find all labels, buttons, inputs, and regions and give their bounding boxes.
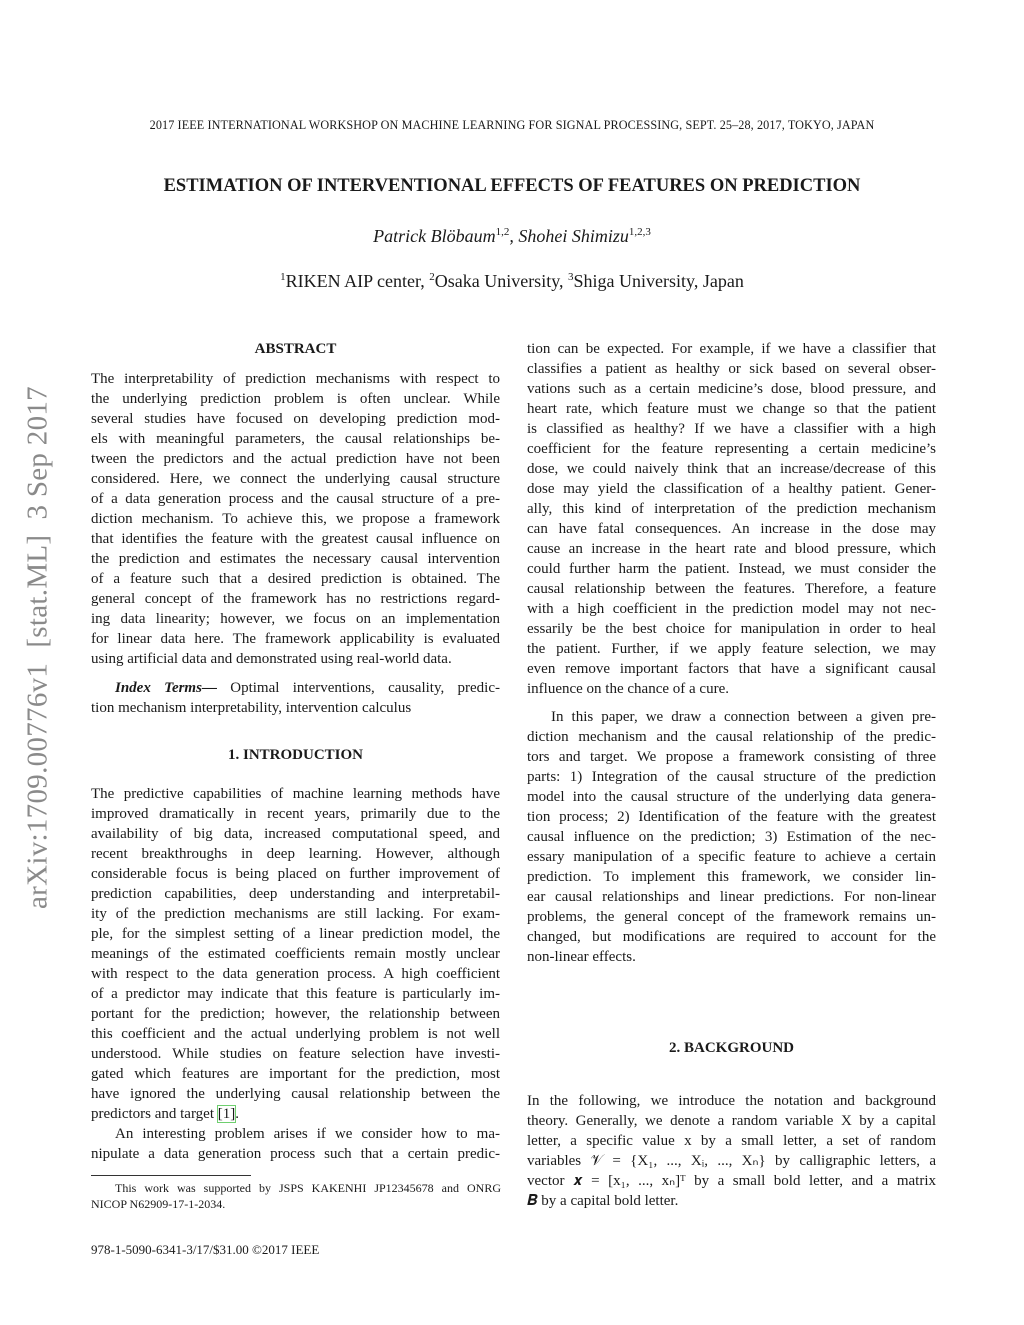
affiliation: Shiga University, Japan <box>573 271 744 291</box>
text-line: several studies have focused on developing prediction mod- <box>91 411 500 427</box>
text-line: have ignored the underlying causal relationship between the <box>91 1086 500 1102</box>
text-line-part: predictors and target <box>91 1106 218 1122</box>
text-line: In the following, we introduce the notation and background <box>527 1093 936 1109</box>
author-name: Shohei Shimizu <box>518 226 629 246</box>
text-line: the patient. Further, if we apply feature selection, we may <box>527 641 936 657</box>
introduction-paragraph-2 <box>91 1124 500 1164</box>
text-line: prediction. To implement this framework, we consider lin- <box>527 869 936 885</box>
text-line: considered. Here, we connect the underlying causal structure <box>91 471 500 487</box>
text-line: using artificial data and demonstrated using real-world data. <box>91 651 452 667</box>
footnote <box>91 1180 501 1212</box>
text-line: general concept of the framework has no restrictions regard- <box>91 591 500 607</box>
abstract-heading: ABSTRACT <box>254 341 337 357</box>
affiliation: Osaka University, <box>434 271 569 291</box>
text-line: with a high coefficient in the prediction model may not nec- <box>527 601 936 617</box>
text-line: even remove important factors that have a significant causal <box>527 661 936 677</box>
author-separator: , <box>509 226 519 246</box>
text-line: problems, the general concept of the framework remains un- <box>527 909 936 925</box>
author-name: Patrick Blöbaum <box>373 226 496 246</box>
author-affil-sup: 1,2,3 <box>628 226 651 238</box>
footnote-line: NICOP N62909-17-1-2034. <box>91 1197 226 1211</box>
text-line: influence on the chance of a cure. <box>527 681 729 697</box>
affil-sup: 2 <box>429 271 435 283</box>
text-line: causal relationship between the features. Therefore, a feature <box>527 581 936 597</box>
text-line: ear causal relationships and linear predictions. For non-linear <box>527 889 936 905</box>
right-paragraph-2 <box>527 707 936 967</box>
text-line: vector 𝒙 = [x₁, ..., xₙ]ᵀ by a small bold letter, and a matrix <box>527 1173 936 1189</box>
footnote-line: This work was supported by JSPS KAKENHI JP12345678 and ONRG <box>115 1181 501 1195</box>
text-line: of a feature such that a desired prediction is obtained. The <box>91 571 500 587</box>
copyright-footer: 978-1-5090-6341-3/17/$31.00 ©2017 IEEE <box>91 1242 320 1257</box>
text-line: dose may yield the classification of a healthy patient. Gener- <box>527 481 936 497</box>
index-terms-label: Index Terms— <box>115 680 217 696</box>
arxiv-stamp: arXiv:1709.00776v1 [stat.ML] 3 Sep 2017 <box>21 386 54 909</box>
text-line: of a predictor may indicate that this feature is particularly im- <box>91 986 500 1002</box>
text-line: can have fatal consequences. An increase in the dose may <box>527 521 936 537</box>
author-affil-sup: 1,2 <box>495 226 510 238</box>
text-line: ing data linearity; however, we focus on an implementation <box>91 611 500 627</box>
text-line: vations such as a certain medicine’s dose, blood pressure, and <box>527 381 936 397</box>
text-line: tion process; 2) Identification of the feature with the greatest <box>527 809 936 825</box>
author-list <box>0 226 1024 247</box>
abstract-text <box>91 369 500 669</box>
text-line: changed, but modifications are required to account for the <box>527 929 936 945</box>
text-line: diction mechanism. To achieve this, we propose a framework <box>91 511 500 527</box>
affiliations <box>0 271 1024 292</box>
text-line: ity of the prediction mechanisms are still lacking. For exam- <box>91 906 500 922</box>
text-line: essarily be the best choice for manipulation in order to heal <box>527 621 936 637</box>
text-line: In this paper, we draw a connection between a given pre- <box>551 709 936 725</box>
text-line: heart rate, which feature must we change so that the patient <box>527 401 936 417</box>
text-line: parts: 1) Integration of the causal structure of the prediction <box>527 769 936 785</box>
left-column <box>91 339 500 1164</box>
text-line: portant for the prediction; however, the relationship between <box>91 1006 500 1022</box>
citation-link[interactable]: [1] <box>217 1106 236 1122</box>
text-line: cause an increase in the heart rate and blood pressure, which <box>527 541 936 557</box>
text-line: diction mechanism and the causal relationship of the predic- <box>527 729 936 745</box>
text-line: coefficient for the feature representing a certain medicine’s <box>527 441 936 457</box>
affil-sup: 1 <box>280 271 286 283</box>
background-paragraph <box>527 1091 936 1211</box>
footnote-rule <box>91 1175 251 1176</box>
text-line: that identifies the feature with the greatest causal influence on <box>91 531 500 547</box>
text-line: classifies a patient as healthy or sick based on several obser- <box>527 361 936 377</box>
introduction-heading: 1. INTRODUCTION <box>227 747 363 763</box>
text-line: variables 𝒱 = {X₁, ..., Xᵢ, ..., Xₙ} by calligraphic letters, a <box>527 1153 936 1169</box>
text-line: recent breakthroughs in deep learning. However, although <box>91 846 500 862</box>
text-line <box>91 1104 500 1124</box>
text-line: prediction capabilities, deep understanding and interpretabil- <box>91 886 500 902</box>
affiliation: RIKEN AIP center, <box>285 271 430 291</box>
text-line: for linear data here. The framework applicability is evaluated <box>91 631 500 647</box>
text-line: non-linear effects. <box>527 949 636 965</box>
affil-sup: 3 <box>568 271 574 283</box>
text-line: letter, a specific value x by a small letter, a set of random <box>527 1133 936 1149</box>
text-line: tween the predictors and the actual prediction have not been <box>91 451 500 467</box>
text-line: The predictive capabilities of machine learning methods have <box>91 786 500 802</box>
index-terms-line: tion mechanism interpretability, intervention calculus <box>91 700 412 716</box>
text-line: els with meaningful parameters, the causal relationships be- <box>91 431 500 447</box>
right-paragraph-1 <box>527 339 936 699</box>
text-line: the prediction and estimates the necessary causal intervention <box>91 551 500 567</box>
text-line: 𝑩 by a capital bold letter. <box>527 1193 679 1209</box>
text-line: ally, this kind of interpretation of the prediction mechanism <box>527 501 936 517</box>
text-line: tors and target. We propose a framework consisting of three <box>527 749 936 765</box>
text-line: the underlying prediction problem is often unclear. While <box>91 391 500 407</box>
text-line-part: . <box>235 1106 240 1122</box>
text-line: tion can be expected. For example, if we have a classifier that <box>527 341 936 357</box>
text-line: causal influence on the prediction; 3) Estimation of the nec- <box>527 829 936 845</box>
text-line: The interpretability of prediction mechanisms with respect to <box>91 371 500 387</box>
text-line: this coefficient and the actual underlying problem is not well <box>91 1026 500 1042</box>
text-line: An interesting problem arises if we consider how to ma- <box>115 1126 500 1142</box>
introduction-paragraph-1 <box>91 784 500 1104</box>
text-line: dose, we could naively think that an increase/decrease of this <box>527 461 936 477</box>
text-line: nipulate a data generation process such that a certain predic- <box>91 1146 500 1162</box>
right-column <box>527 339 936 967</box>
background-heading: 2. BACKGROUND <box>668 1040 794 1056</box>
text-line: availability of big data, increased computational speed, and <box>91 826 500 842</box>
text-line: with respect to the data generation process. A high coefficient <box>91 966 500 982</box>
text-line: of a data generation process and the causal structure of a pre- <box>91 491 500 507</box>
paper-title: ESTIMATION OF INTERVENTIONAL EFFECTS OF FEATURES ON PREDICTION <box>163 176 861 196</box>
background-section <box>527 1038 936 1211</box>
text-line: theory. Generally, we denote a random variable X by a capital <box>527 1113 936 1129</box>
index-terms-line: Optimal interventions, causality, predic- <box>216 680 501 696</box>
text-line: improved dramatically in recent years, primarily due to the <box>91 806 500 822</box>
conference-header: 2017 IEEE INTERNATIONAL WORKSHOP ON MACHINE LEARNING FOR SIGNAL PROCESSING, SEPT. 25–28, 2017, TOKYO, JAPAN <box>149 118 875 132</box>
text-line: could further harm the patient. Instead, we must consider the <box>527 561 936 577</box>
text-line: meanings of the estimated coefficients remain mostly unclear <box>91 946 500 962</box>
text-line: is classified as healthy? If we have a classifier with a high <box>527 421 936 437</box>
text-line: gated which features are important for the prediction, most <box>91 1066 500 1082</box>
text-line: considerable focus is being placed on further improvement of <box>91 866 500 882</box>
index-terms <box>91 678 500 718</box>
text-line: ple, for the simplest setting of a linear prediction model, the <box>91 926 500 942</box>
text-line: essary manipulation of a specific feature to achieve a certain <box>527 849 936 865</box>
text-line: understood. While studies on feature selection have investi- <box>91 1046 500 1062</box>
text-line: model into the causal structure of the underlying data genera- <box>527 789 936 805</box>
